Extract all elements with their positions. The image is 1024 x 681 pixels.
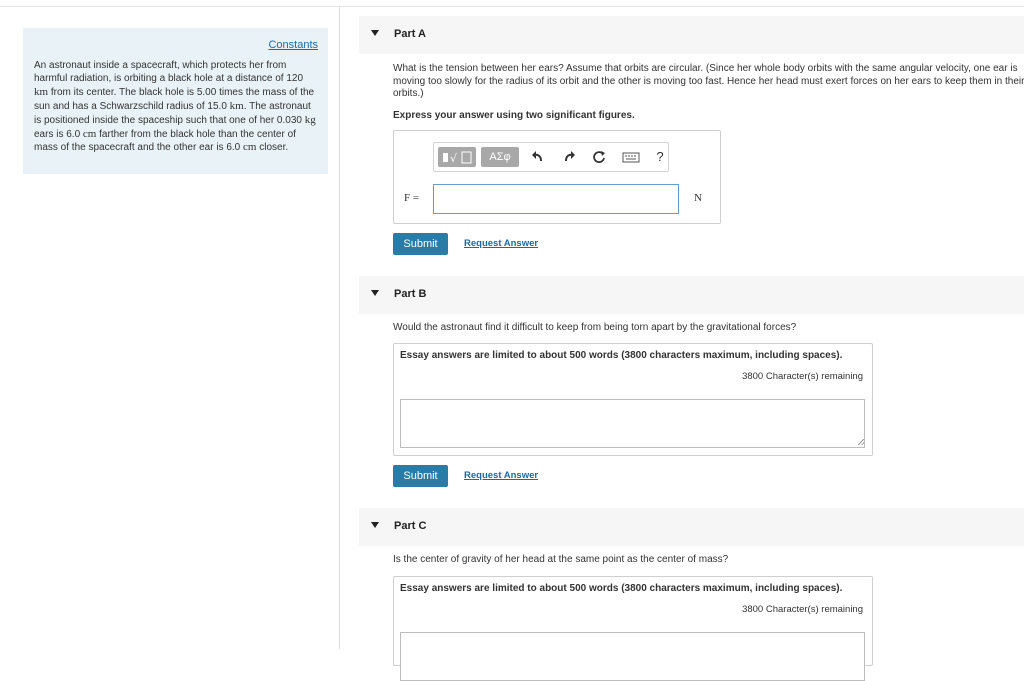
collapse-caret-icon[interactable] bbox=[371, 30, 379, 36]
collapse-caret-icon[interactable] bbox=[371, 290, 379, 296]
greek-symbols-button[interactable]: ΑΣφ bbox=[481, 147, 519, 167]
part-b-essay-box bbox=[393, 343, 873, 456]
templates-icon[interactable] bbox=[438, 147, 476, 167]
part-a-submit-button[interactable]: Submit bbox=[393, 233, 448, 255]
svg-text:√: √ bbox=[450, 152, 458, 165]
part-b-essay-textarea[interactable] bbox=[400, 399, 865, 448]
part-a-question-line-2: moving too slowly for the radius of its orbit and the other is moving too fast. Hence her head must exert forces on her ears to keep them in their bbox=[393, 76, 1024, 87]
problem-statement bbox=[34, 60, 319, 155]
part-a-request-answer-link[interactable]: Request Answer bbox=[464, 238, 539, 249]
characters-remaining: 3800 Character(s) remaining bbox=[742, 371, 863, 382]
part-c-essay-textarea[interactable] bbox=[400, 632, 865, 681]
essay-limit-note: Essay answers are limited to about 500 words (3800 characters maximum, including spaces). bbox=[400, 350, 843, 361]
unit-km: km bbox=[229, 99, 244, 112]
part-a-instruction: Express your answer using two significant figures. bbox=[393, 110, 635, 121]
part-a-question-line-3: orbits.) bbox=[393, 88, 424, 99]
part-a-question-line-1: What is the tension between her ears? Assume that orbits are circular. (Since her whole body orbits with the same angular velocity, one ear is bbox=[393, 63, 1018, 74]
constants-link[interactable]: Constants bbox=[268, 39, 318, 51]
resize-grip-icon[interactable] bbox=[858, 439, 864, 445]
part-b-submit-button[interactable]: Submit bbox=[393, 465, 448, 487]
essay-limit-note: Essay answers are limited to about 500 words (3800 characters maximum, including spaces). bbox=[400, 583, 843, 594]
problem-text-3: . The astronaut is positioned inside the spaceship such that one of her 0.030 bbox=[34, 100, 311, 126]
part-a-header[interactable] bbox=[359, 16, 1024, 54]
reset-icon[interactable] bbox=[591, 148, 607, 166]
part-b-header[interactable] bbox=[359, 276, 1024, 314]
unit-label: N bbox=[694, 192, 702, 204]
unit-km: km bbox=[34, 85, 49, 98]
unit-cm: cm bbox=[82, 127, 97, 140]
collapse-caret-icon[interactable] bbox=[371, 522, 379, 528]
unit-kg: kg bbox=[304, 113, 316, 126]
part-b-request-answer-link[interactable]: Request Answer bbox=[464, 470, 539, 481]
keyboard-icon[interactable] bbox=[622, 148, 640, 166]
problem-text-2: from its center. The black hole is 5.00 times the mass of the sun and has a Schwarzschild radius of 15.0 bbox=[34, 86, 315, 112]
part-c-header[interactable] bbox=[359, 508, 1024, 546]
part-c-title: Part C bbox=[394, 520, 427, 532]
part-b-question: Would the astronaut find it difficult to keep from being torn apart by the gravitational forces? bbox=[393, 322, 797, 333]
problem-sidebar bbox=[23, 28, 328, 174]
part-c-essay-box bbox=[393, 576, 873, 666]
redo-icon[interactable] bbox=[561, 148, 577, 166]
top-rule bbox=[0, 6, 1024, 7]
variable-label: F = bbox=[404, 192, 420, 204]
problem-text-6: closer. bbox=[256, 142, 289, 154]
part-b-title: Part B bbox=[394, 288, 427, 300]
problem-text-5: farther from the black hole than the center of mass of the spacecraft and the other ear is 6.0 bbox=[34, 128, 296, 154]
part-c-question: Is the center of gravity of her head at the same point as the center of mass? bbox=[393, 554, 729, 565]
help-button[interactable]: ? bbox=[656, 149, 664, 164]
force-answer-input[interactable] bbox=[433, 184, 679, 214]
characters-remaining: 3800 Character(s) remaining bbox=[742, 604, 863, 615]
undo-icon[interactable] bbox=[530, 148, 546, 166]
column-divider bbox=[339, 6, 340, 649]
part-a-title: Part A bbox=[394, 28, 426, 40]
part-a-answer-box bbox=[393, 130, 721, 224]
problem-text-1: An astronaut inside a spacecraft, which protects her from harmful radiation, is orbiting a black hole at a distance of 120 bbox=[34, 60, 304, 84]
problem-text-4: ears is 6.0 bbox=[34, 128, 83, 140]
unit-cm: cm bbox=[243, 141, 257, 154]
math-toolbar bbox=[433, 142, 669, 172]
